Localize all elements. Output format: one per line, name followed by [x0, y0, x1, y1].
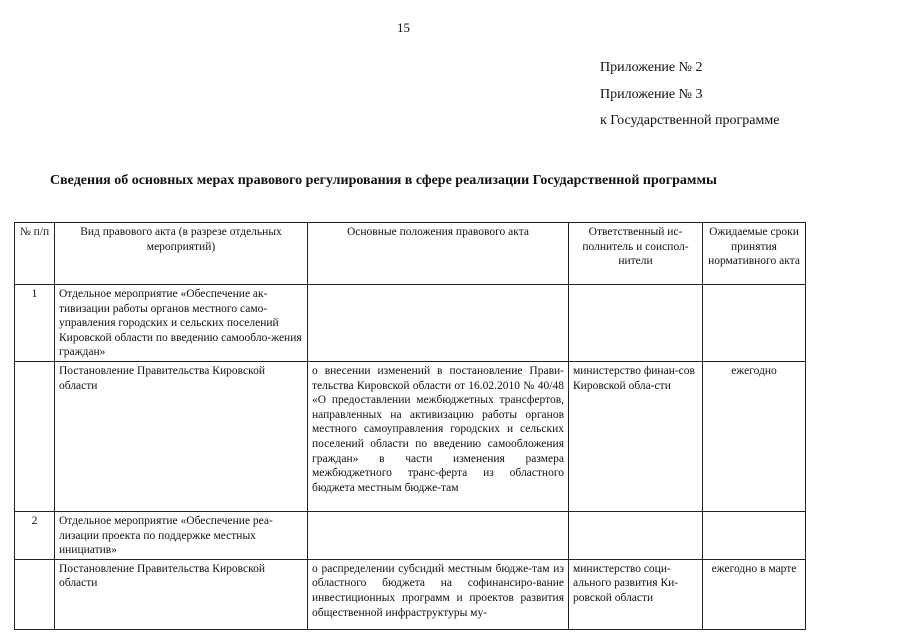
table-row — [15, 559, 806, 629]
table-row — [15, 361, 806, 511]
row-number: 2 — [15, 511, 55, 559]
row-act-type: Постановление Правительства Кировской области — [55, 361, 308, 511]
appendix-line-1: Приложение № 2 — [600, 60, 703, 75]
appendix-line-3: к Государственной программе — [600, 113, 780, 128]
appendix-line-2: Приложение № 3 — [600, 87, 703, 102]
header-number: № п/п — [15, 223, 55, 285]
row-number: 1 — [15, 285, 55, 362]
header-provisions: Основные положения правового акта — [308, 223, 569, 285]
row-deadline: ежегодно — [703, 361, 806, 511]
table-header-row — [15, 223, 806, 285]
row-number — [15, 559, 55, 629]
row-deadline — [703, 511, 806, 559]
row-provisions: о распределении субсидий местным бюдже-там из областного бюджета на софинансиро-вание инвестиционных программ и проектов развития общественной инфраструктуры му- — [308, 559, 569, 629]
row-act-type: Отдельное мероприятие «Обеспечение реа-лизации проекта по поддержке местных инициатив» — [55, 511, 308, 559]
row-responsible — [569, 511, 703, 559]
row-provisions — [308, 511, 569, 559]
row-deadline: ежегодно в марте — [703, 559, 806, 629]
row-responsible: министерство соци-ального развития Ки-ровской области — [569, 559, 703, 629]
row-act-type: Отдельное мероприятие «Обеспечение ак-тивизации работы органов местного само-управления городских и сельских поселений Кировской области по введению самообло-жения граждан» — [55, 285, 308, 362]
document-title: Сведения об основных мерах правового регулирования в сфере реализации Государственной программы — [50, 173, 717, 188]
table-row — [15, 511, 806, 559]
header-act-type: Вид правового акта (в разрезе отдельных мероприятий) — [55, 223, 308, 285]
row-deadline — [703, 285, 806, 362]
header-responsible: Ответственный ис-полнитель и соиспол-нители — [569, 223, 703, 285]
header-deadline: Ожидаемые сроки принятия нормативного акта — [703, 223, 806, 285]
row-provisions — [308, 285, 569, 362]
row-responsible: министерство финан-сов Кировской обла-сти — [569, 361, 703, 511]
row-responsible — [569, 285, 703, 362]
row-provisions: о внесении изменений в постановление Прави-тельства Кировской области от 16.02.2010 № 40/48 «О предоставлении межбюджетных трансфертов, направленных на активизацию работы органов местного самоуправления городских и сельских поселений области по введению самообложения граждан» в части изменения размера межбюджетного транс-ферта из областного бюджета местным бюдже-там — [308, 361, 569, 511]
page-number: 15 — [397, 20, 410, 35]
table-row — [15, 285, 806, 362]
row-act-type: Постановление Правительства Кировской области — [55, 559, 308, 629]
legal-measures-table — [14, 222, 806, 630]
row-number — [15, 361, 55, 511]
